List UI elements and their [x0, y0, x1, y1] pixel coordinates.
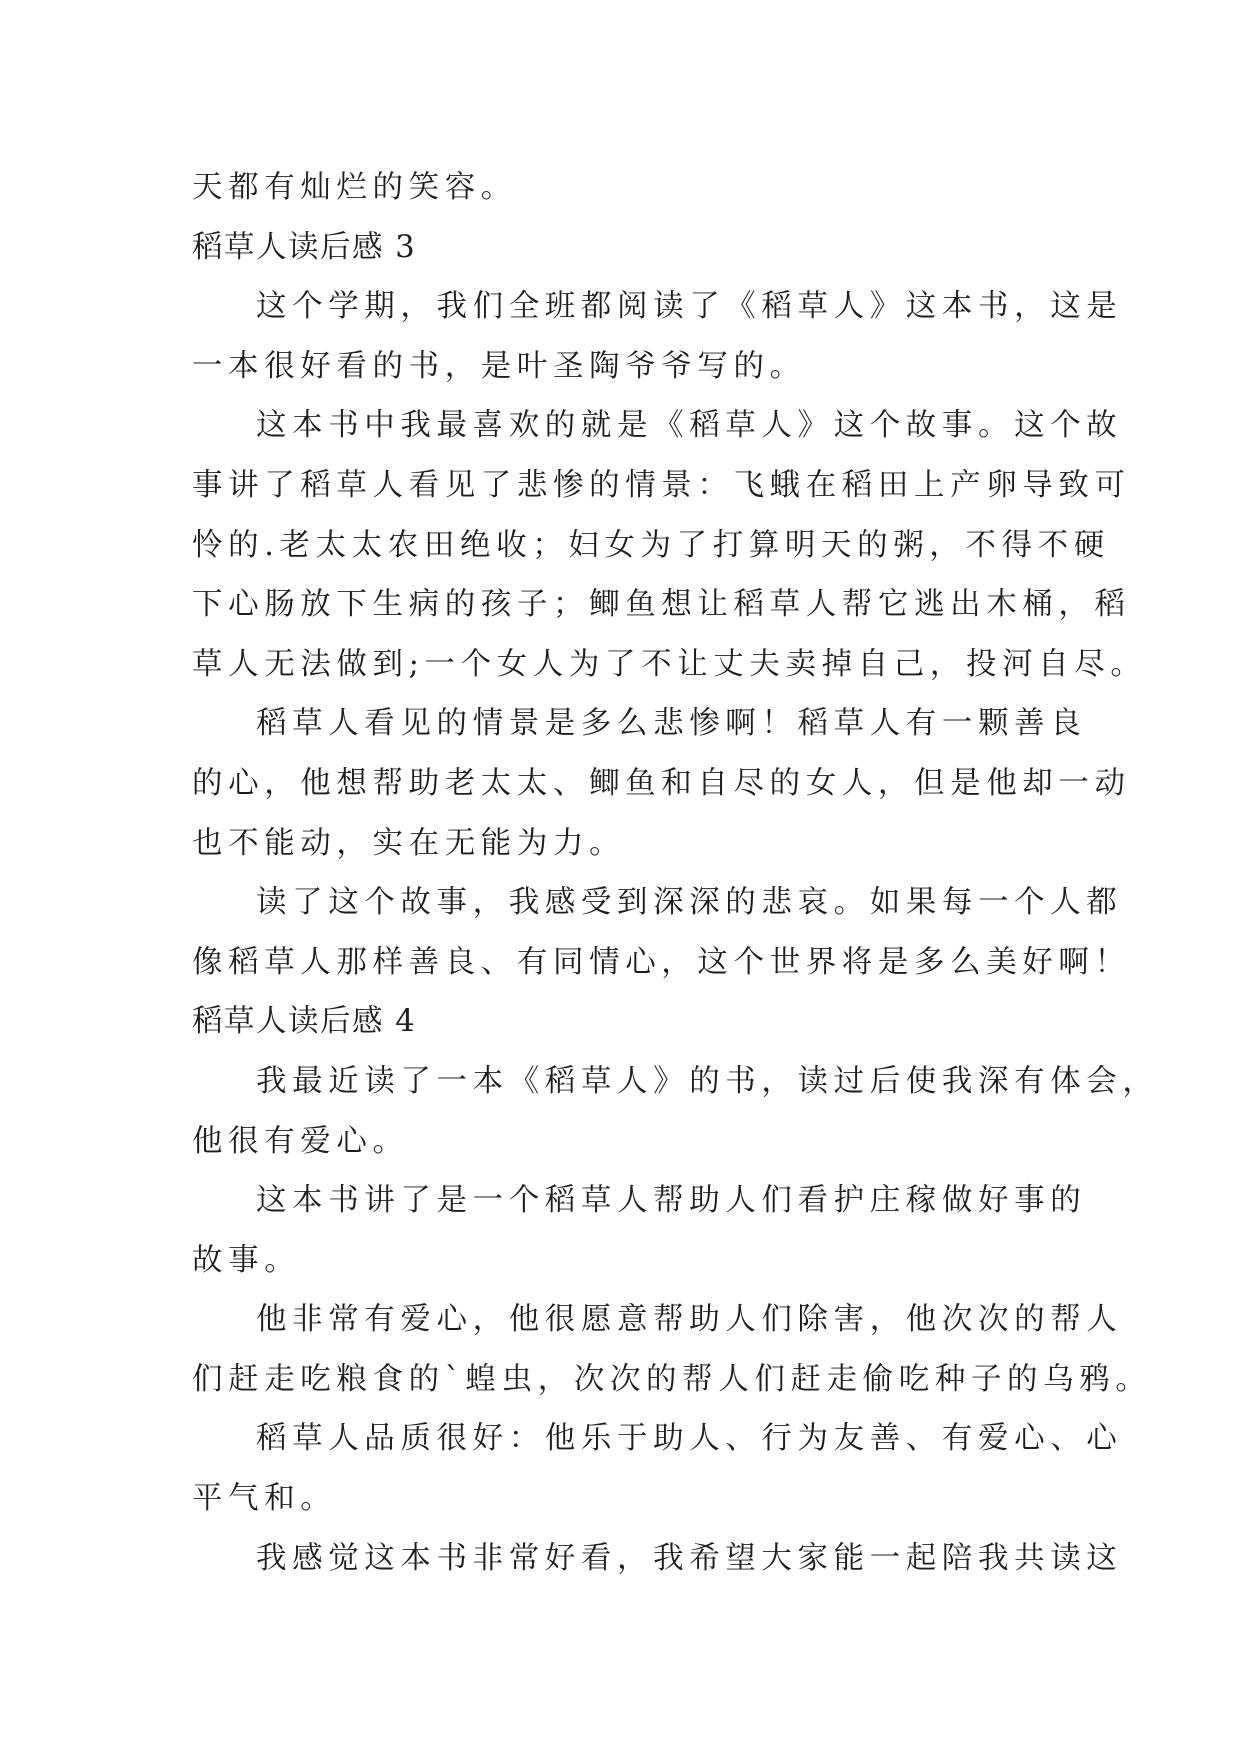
- text-line: 下心肠放下生病的孩子；鲫鱼想让稻草人帮它逃出木桶，稻: [192, 587, 1131, 623]
- text-line: 天都有灿烂的笑容。: [192, 170, 517, 205]
- text-line: 我最近读了一本《稻草人》的书，读过后使我深有体会，: [256, 1063, 1159, 1099]
- text-line: 他非常有爱心，他很愿意帮助人们除害，他次次的帮人: [256, 1302, 1123, 1338]
- text-line: 怜的.老太太农田绝收；妇女为了打算明天的粥，不得不硬: [192, 527, 1110, 563]
- text-line: 平气和。: [192, 1481, 337, 1517]
- section-heading: 稻草人读后感 4: [192, 1004, 417, 1040]
- text-line: 我感觉这本书非常好看，我希望大家能一起陪我共读这: [256, 1540, 1123, 1576]
- text-line: 他很有爱心。: [192, 1123, 409, 1159]
- text-line: 一本很好看的书，是叶圣陶爷爷写的。: [192, 348, 806, 384]
- text-line: 也不能动，实在无能为力。: [192, 825, 626, 861]
- section-heading: 稻草人读后感 3: [192, 229, 417, 265]
- text-line: 故事。: [192, 1242, 301, 1278]
- document-body: [192, 158, 1159, 1588]
- text-line: 这本书讲了是一个稻草人帮助人们看护庄稼做好事的: [256, 1183, 1087, 1219]
- text-line: 草人无法做到;一个女人为了不让丈夫卖掉自己，投河自尽。: [192, 646, 1147, 682]
- text-line: 这个学期，我们全班都阅读了《稻草人》这本书，这是: [256, 289, 1123, 325]
- text-line: 这本书中我最喜欢的就是《稻草人》这个故事。这个故: [256, 408, 1123, 444]
- text-line: 们赶走吃粮食的`蝗虫，次次的帮人们赶走偷吃种子的乌鸦。: [192, 1361, 1152, 1397]
- text-line: 稻草人品质很好：他乐于助人、行为友善、有爱心、心: [256, 1421, 1123, 1457]
- text-line: 的心，他想帮助老太太、鲫鱼和自尽的女人，但是他却一动: [192, 765, 1131, 801]
- text-line: 稻草人看见的情景是多么悲惨啊！稻草人有一颗善良: [256, 706, 1087, 742]
- text-line: 事讲了稻草人看见了悲惨的情景：飞蛾在稻田上产卵导致可: [192, 467, 1131, 503]
- text-line: 像稻草人那样善良、有同情心，这个世界将是多么美好啊！: [192, 944, 1131, 980]
- text-line: 读了这个故事，我感受到深深的悲哀。如果每一个人都: [256, 885, 1123, 921]
